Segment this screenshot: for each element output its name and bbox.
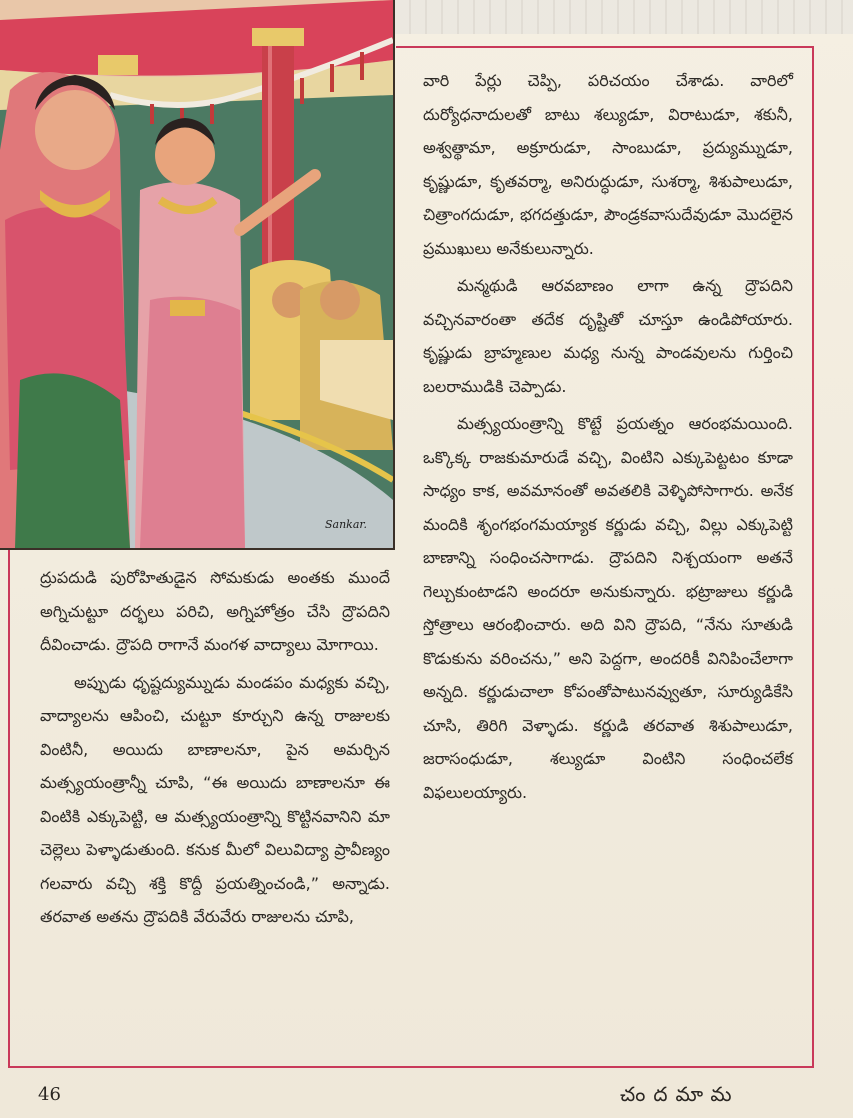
page-number: 46 xyxy=(38,1084,61,1105)
artist-signature: Sankar. xyxy=(325,518,367,531)
paragraph: వారి పేర్లు చెప్పి, పరిచయం చేశాడు. వారిలో దుర్యోధనాదులతో బాటు శల్యుడూ, విరాటుడూ, శకునీ, అశ్వత్థామా, అక్రూరుడూ, సాంబుడూ, ప్రద్యుమ్నుడూ, కృష్ణుడూ, కృతవర్మా, అనిరుద్ధుడూ, సుశర్మా, శిశుపాలుడూ, చిత్రాంగదుడూ, భగదత్తుడూ, పౌండ్రకవాసుదేవుడూ మొదలైన ప్రముఖులు అనేకులున్నారు. xyxy=(423,71,793,258)
draupadi-swayamvaram-illustration xyxy=(0,0,395,550)
paragraph: మన్మథుడి ఆరవబాణం లాగా ఉన్న ద్రౌపదిని వచ్చినవారంతా తదేక దృష్టితో చూస్తూ ఉండిపోయారు. కృష్ణుడు బ్రాహ్మణుల మధ్య నున్న పాండవులను గుర్తించి బలరాముడికి చెప్పాడు. xyxy=(423,276,793,396)
right-text-column xyxy=(423,64,793,809)
paragraph: అప్పుడు ధృష్టద్యుమ్నుడు మండపం మధ్యకు వచ్చి, వాద్యాలను ఆపించి, చుట్టూ కూర్చుని ఉన్న రాజులకు వింటినీ, అయిదు బాణాలనూ, పైన అమర్చిన మత్స్యయంత్రాన్నీ చూపి, “ఈ అయిదు బాణాలనూ ఈ వింటికి ఎక్కుపెట్టి, ఆ మత్స్యయంత్రాన్ని కొట్టినవానిని మా చెల్లెలు పెళ్ళాడుతుంది. కనుక మీలో విలువిద్యా ప్రావీణ్యం గలవారు వచ్చి శక్తి కొద్దీ ప్రయత్నించండి,” అన్నాడు. తరవాత అతను ద్రౌపదికి వేరువేరు రాజులను చూపి, xyxy=(40,672,390,926)
paragraph: ద్రుపదుడి పురోహితుడైన సోమకుడు అంతకు ముందే అగ్నిచుట్టూ దర్భలు పరిచి, అగ్నిహోత్రం చేసి ద్రౌపదిని దీవించాడు. ద్రౌపది రాగానే మంగళ వాద్యాలు మోగాయి. xyxy=(40,568,390,654)
page-border-top xyxy=(396,46,814,48)
page-border-left xyxy=(8,548,10,1068)
left-text-column xyxy=(40,561,390,934)
magazine-name: చందమామ xyxy=(620,1082,740,1106)
paragraph: మత్స్యయంత్రాన్ని కొట్టే ప్రయత్నం ఆరంభమయింది. ఒక్కొక్క రాజకుమారుడే వచ్చి, వింటిని ఎక్కుపెట్టటం కూడా సాధ్యం కాక, అవమానంతో అవతలికి వెళ్ళిపోసాగారు. అనేక మందికి శృంగభంగమయ్యాక కర్ణుడు వచ్చి, విల్లు ఎక్కుపెట్టి బాణాన్ని సంధించసాగాడు. ద్రౌపదిని నిశ్చయంగా అతనే గెల్చుకుంటాడని అందరూ అనుకున్నారు. భట్రాజులు కర్ణుడి స్తోత్రాలు ఆరంభించారు. అది విని ద్రౌపది, “నేను సూతుడి కొడుకును వరించను,” అని పెద్దగా, అందరికీ వినిపించేలాగా అన్నది. కర్ణుడుచాలా కోపంతోపాటునవ్వుతూ, సూర్యుడికేసి చూసి, తిరిగి వెళ్ళాడు. కర్ణుడి తరవాత శిశుపాలుడూ, జరాసంధుడూ, శల్యుడూ వింటిని సంధించలేక విఫలులయ్యారు. xyxy=(423,414,793,802)
page-border-bottom xyxy=(10,1066,814,1068)
scanned-top-edge xyxy=(395,0,853,34)
page-border-right xyxy=(812,46,814,1068)
illustration-svg xyxy=(0,0,393,548)
